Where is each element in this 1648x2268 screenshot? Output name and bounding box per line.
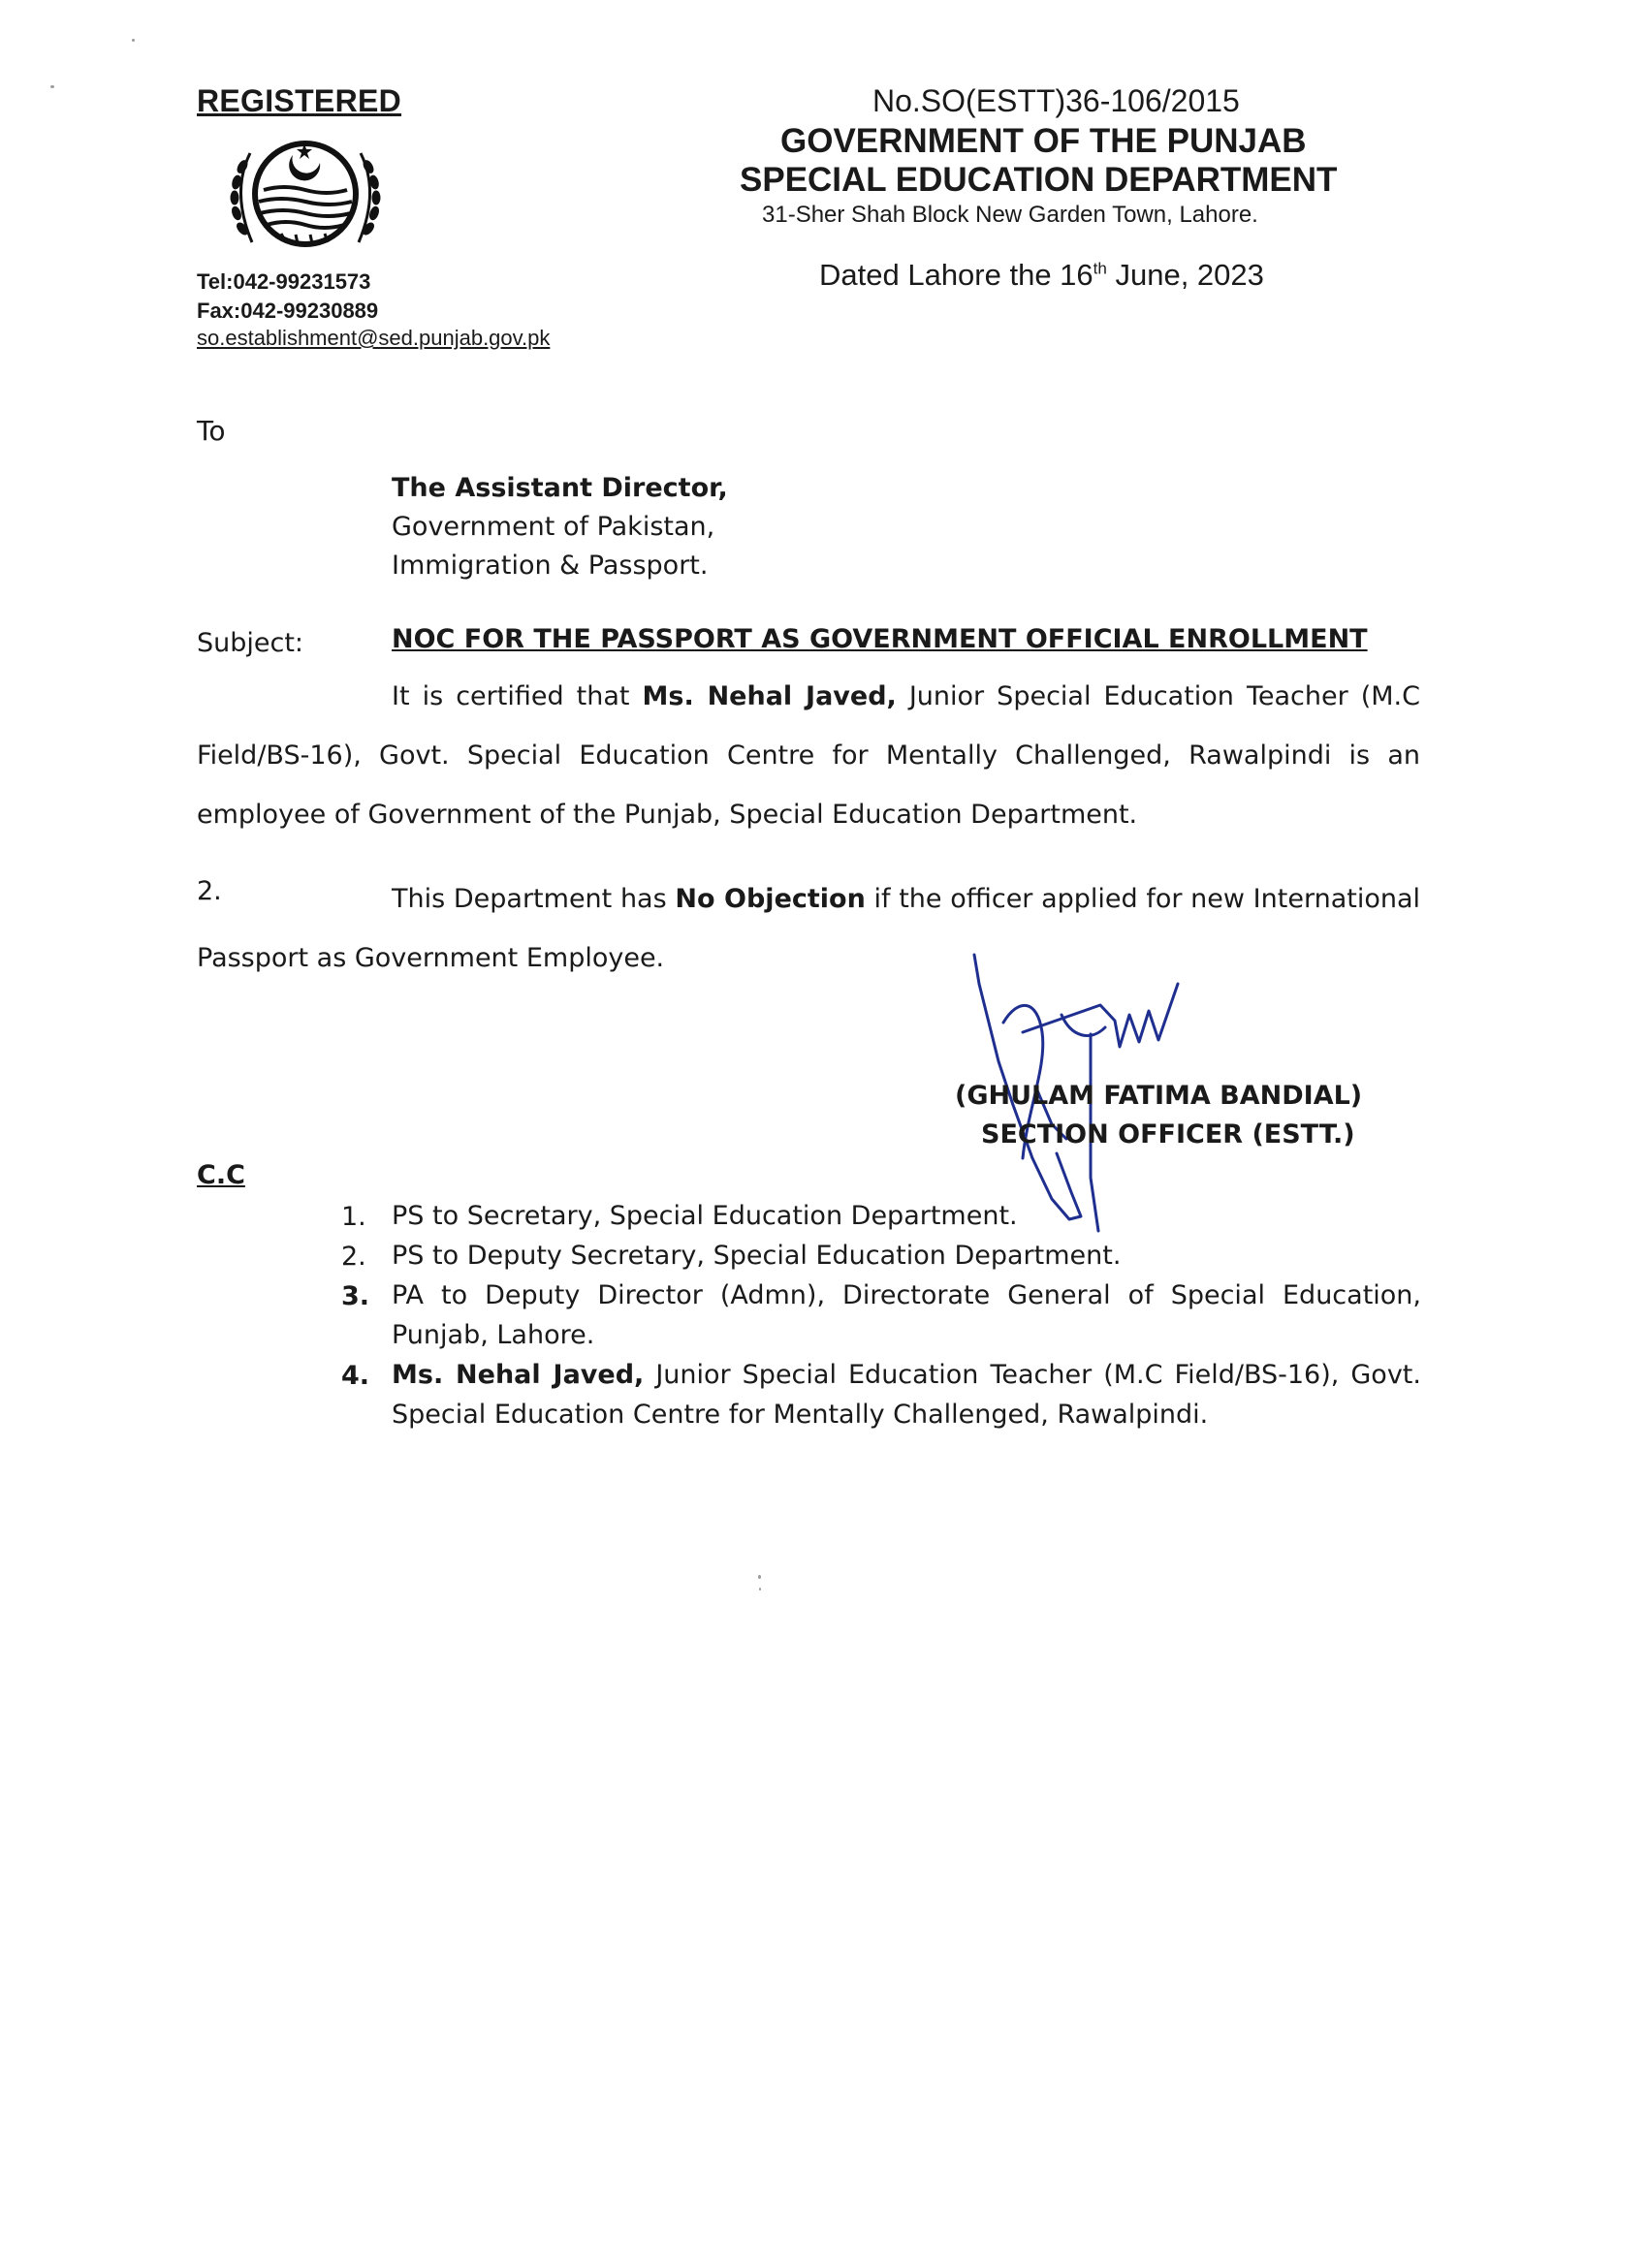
scan-speck [50,85,54,88]
recipient-line-1: Government of Pakistan, [392,512,715,542]
recipient-line-2: Immigration & Passport. [392,551,709,581]
email-address[interactable]: so.establishment@sed.punjab.gov.pk [197,326,551,350]
signatory-name: (GHULAM FATIMA BANDIAL) [955,1081,1363,1111]
para2-pre: This Department has [392,884,676,914]
signatory-designation: SECTION OFFICER (ESTT.) [981,1119,1355,1150]
cc-item: PS to Secretary, Special Education Department. [392,1201,1018,1231]
no-objection-text: No Objection [675,884,866,914]
telephone-number: Tel:042-99231573 [197,269,371,294]
employee-name: Ms. Nehal Javed, [642,681,897,711]
scan-speck [758,1575,761,1579]
date-superscript: th [1093,259,1107,278]
cc-item: PS to Deputy Secretary, Special Education Department. [392,1241,1122,1271]
para1-post: Junior Special Education Teacher (M.C Field/BS-16), Govt. Special Education Centre for Mentally Challenged, Rawalpindi is an employee of Government of the Punjab, Special Education Department. [197,681,1420,830]
cc-label: C.C [197,1160,245,1190]
certification-paragraph [197,667,1420,844]
fax-number: Fax:042-99230889 [197,299,379,323]
department-name: SPECIAL EDUCATION DEPARTMENT [740,161,1338,199]
paragraph-number: 2. [197,876,222,906]
para1-pre: It is certified that [392,681,643,711]
cc-item-text: Junior Special Education Teacher (M.C Field/BS-16), Govt. Special Education Centre for Mentally Challenged, Rawalpindi. [392,1360,1421,1430]
date-line [819,258,1264,293]
cc-employee-name: Ms. Nehal Javed, [392,1360,645,1390]
no-objection-paragraph [197,869,1420,988]
reference-number: No.SO(ESTT)36-106/2015 [872,83,1240,118]
date-suffix: June, 2023 [1106,258,1264,292]
cc-item: PA to Deputy Director (Admn), Directorate General of Special Education, Punjab, Lahore. [392,1280,1421,1350]
government-name: GOVERNMENT OF THE PUNJAB [780,122,1307,160]
to-label: To [197,415,226,447]
subject-text: NOC FOR THE PASSPORT AS GOVERNMENT OFFICIAL ENROLLMENT [392,624,1368,654]
cc-item-number: 3. [341,1281,370,1311]
cc-item-number: 1. [341,1202,366,1232]
para2-post: if the officer applied for new International Passport as Government Employee. [197,884,1421,973]
registered-label: REGISTERED [197,83,402,118]
punjab-government-emblem-icon [213,134,397,260]
scan-speck [132,39,135,42]
date-prefix: Dated Lahore the 16 [819,258,1093,292]
subject-label: Subject: [197,628,304,658]
cc-item [392,1355,1421,1434]
cc-item-number: 4. [341,1361,370,1391]
cc-item-number: 2. [341,1242,366,1272]
department-address: 31-Sher Shah Block New Garden Town, Lahore. [762,202,1258,228]
recipient-title: The Assistant Director, [392,473,728,503]
scan-speck [759,1588,761,1591]
